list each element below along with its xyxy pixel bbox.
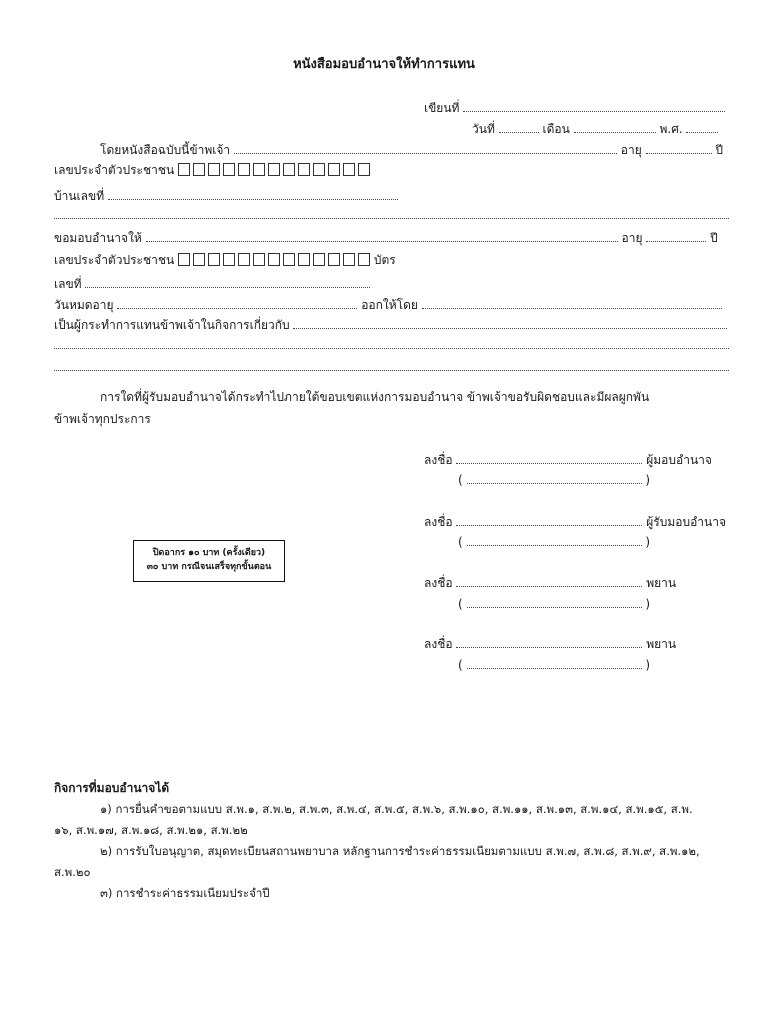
printed-name-field[interactable] (467, 534, 642, 546)
issued-by-field[interactable] (422, 297, 722, 309)
act-on-behalf-field[interactable] (293, 317, 727, 329)
activity-item-3: ๓) การชำระค่าธรรมเนียมประจำปี (100, 886, 270, 900)
act-continuation-line-2[interactable] (54, 370, 729, 371)
paren-open: ( (458, 535, 463, 549)
grantee-age-label: อายุ (621, 231, 643, 245)
issued-by-label: ออกให้โดย (361, 298, 418, 312)
expiry-row (54, 297, 722, 313)
card-number-field[interactable] (85, 276, 370, 288)
printed-name-field[interactable] (467, 657, 642, 669)
grantee-row (54, 230, 718, 246)
signature-grantor-name (458, 472, 650, 488)
date-field[interactable] (499, 121, 539, 133)
card-label: บัตร (373, 253, 396, 267)
grantor-year-unit: ปี (715, 143, 724, 157)
signature-role: พยาน (646, 637, 677, 651)
signature-witness-2-name (458, 657, 650, 673)
grantor-id-row (54, 162, 370, 178)
paren-open: ( (458, 473, 463, 487)
year-label: พ.ศ. (659, 122, 683, 136)
house-no-field[interactable] (108, 188, 398, 200)
address-continuation-line[interactable] (54, 218, 729, 219)
grantee-name-field[interactable] (146, 230, 618, 242)
grantor-row (100, 142, 723, 158)
signature-field[interactable] (456, 452, 642, 464)
grantee-year-unit: ปี (710, 231, 718, 245)
paren-close: ) (645, 597, 651, 611)
sign-label: ลงชื่อ (424, 515, 453, 529)
grantor-name-field[interactable] (234, 142, 617, 154)
paren-close: ) (645, 473, 651, 487)
month-label: เดือน (542, 122, 570, 136)
date-row (472, 121, 718, 137)
act-continuation-line-1[interactable] (54, 348, 729, 349)
month-field[interactable] (574, 121, 656, 133)
grantor-id-label: เลขประจำตัวประชาชน (54, 163, 175, 177)
signature-grantee-name (458, 534, 650, 550)
grantee-id-row (54, 252, 396, 268)
date-label: วันที่ (472, 122, 495, 136)
house-no-row (54, 188, 398, 204)
house-no-label: บ้านเลขที่ (54, 189, 105, 203)
paren-close: ) (645, 535, 651, 549)
activity-item-2-line-2: ส.พ.๒๐ (54, 865, 91, 879)
signature-role: พยาน (646, 576, 677, 590)
printed-name-field[interactable] (467, 472, 642, 484)
act-on-behalf-label: เป็นผู้กระทำการแทนข้าพเจ้าในกิจการเกี่ยวกับ (54, 318, 290, 332)
expiry-field[interactable] (117, 297, 357, 309)
document-title: หนังสือมอบอำนาจให้ทำการแทน (293, 57, 475, 72)
responsibility-line-1: การใดที่ผู้รับมอบอำนาจได้กระทำไปภายใต้ขอบเขตแห่งการมอบอำนาจ ข้าพเจ้าขอรับผิดชอบและมีผลผูกพัน (100, 390, 650, 404)
paren-open: ( (458, 658, 463, 672)
sign-label: ลงชื่อ (424, 453, 453, 467)
card-number-label: เลขที่ (54, 277, 82, 291)
responsibility-line-2: ข้าพเจ้าทุกประการ (54, 412, 151, 426)
activities-heading: กิจการที่มอบอำนาจได้ (54, 781, 170, 795)
grantor-id-boxes[interactable] (178, 163, 370, 176)
signature-field[interactable] (456, 575, 642, 587)
grantee-id-boxes[interactable] (178, 253, 370, 266)
activity-item-1-line-2: ๑๖, ส.พ.๑๗, ส.พ.๑๘, ส.พ.๒๑, ส.พ.๒๒ (54, 823, 248, 837)
grant-to-label: ขอมอบอำนาจให้ (54, 231, 142, 245)
signature-field[interactable] (456, 514, 642, 526)
written-at-row (424, 100, 725, 116)
sign-label: ลงชื่อ (424, 576, 453, 590)
signature-witness-1-name (458, 596, 650, 612)
written-at-field[interactable] (463, 100, 725, 112)
printed-name-field[interactable] (467, 596, 642, 608)
signature-field[interactable] (456, 636, 642, 648)
revenue-stamp-box (133, 540, 285, 582)
signature-grantor (424, 452, 712, 468)
signature-witness-2 (424, 636, 676, 652)
stamp-line-1: ปิดอากร ๑๐ บาท (ครั้งเดียว) (152, 548, 266, 558)
card-number-row (54, 276, 370, 292)
grantee-age-field[interactable] (646, 230, 706, 242)
year-field[interactable] (686, 121, 718, 133)
signature-role: ผู้มอบอำนาจ (646, 453, 712, 467)
paren-open: ( (458, 597, 463, 611)
activity-item-1-line-1: ๑) การยื่นคำขอตามแบบ ส.พ.๑, ส.พ.๒, ส.พ.๓, ส.พ.๔, ส.พ.๕, ส.พ.๖, ส.พ.๑๐, ส.พ.๑๑, ส.พ.๑๓, ส.พ.๑๔, ส.พ.๑๕, ส.พ. (100, 802, 693, 816)
signature-role: ผู้รับมอบอำนาจ (646, 515, 726, 529)
signature-witness-1 (424, 575, 676, 591)
grantor-age-label: อายุ (620, 143, 642, 157)
grantor-intro-label: โดยหนังสือฉบับนี้ข้าพเจ้า (100, 143, 231, 157)
grantor-age-field[interactable] (646, 142, 712, 154)
expiry-label: วันหมดอายุ (54, 298, 114, 312)
signature-grantee (424, 514, 726, 530)
grantee-id-label: เลขประจำตัวประชาชน (54, 253, 175, 267)
paren-close: ) (645, 658, 651, 672)
sign-label: ลงชื่อ (424, 637, 453, 651)
stamp-line-2: ๓๐ บาท กรณีจนเสร็จทุกขั้นตอน (146, 562, 272, 572)
activity-item-2-line-1: ๒) การรับใบอนุญาต, สมุดทะเบียนสถานพยาบาล หลักฐานการชำระค่าธรรมเนียมตามแบบ ส.พ.๗, ส.พ.๘, ส.พ.๙, ส.พ.๑๒, (100, 844, 700, 858)
act-on-behalf-row (54, 317, 727, 333)
written-at-label: เขียนที่ (424, 101, 460, 115)
